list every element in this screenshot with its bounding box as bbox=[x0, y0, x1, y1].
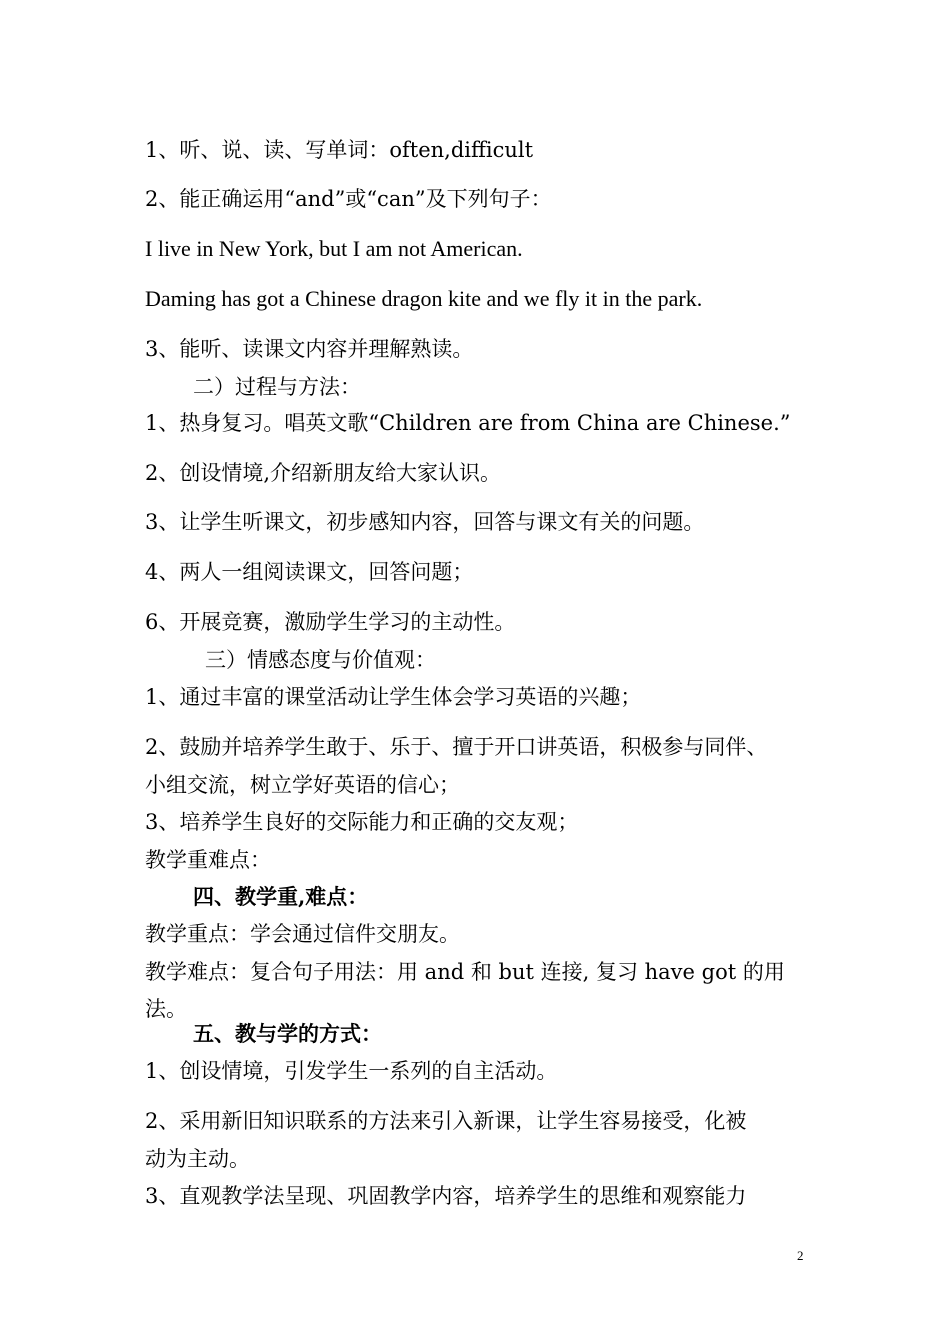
text-line: 法。 bbox=[145, 997, 187, 1021]
text-line: 2、创设情境,介绍新朋友给大家认识。 bbox=[145, 461, 502, 485]
text-line: 1、通过丰富的课堂活动让学生体会学习英语的兴趣； bbox=[145, 685, 642, 709]
text-line: 1、听、说、读、写单词：often,difficult bbox=[145, 138, 534, 162]
section-heading: 五、教与学的方式： bbox=[193, 1021, 382, 1046]
text-line: I live in New York, but I am not American. bbox=[145, 236, 523, 261]
section-heading: 三）情感态度与价值观： bbox=[205, 648, 436, 672]
text-line: 1、热身复习。唱英文歌“Children are from China are Chinese.” bbox=[145, 411, 791, 435]
text-line: 3、培养学生良好的交际能力和正确的交友观； bbox=[145, 810, 579, 834]
text-line: 2、采用新旧知识联系的方法来引入新课，让学生容易接受，化被 bbox=[145, 1109, 747, 1133]
section-heading: 四、教学重,难点： bbox=[193, 884, 369, 909]
text-line: 3、直观教学法呈现、巩固教学内容，培养学生的思维和观察能力 bbox=[145, 1184, 747, 1208]
text-line: Daming has got a Chinese dragon kite and we fly it in the park. bbox=[145, 286, 703, 311]
text-line: 1、创设情境，引发学生一系列的自主活动。 bbox=[145, 1059, 558, 1083]
text-line: 3、让学生听课文，初步感知内容，回答与课文有关的问题。 bbox=[145, 510, 705, 534]
text-line: 4、两人一组阅读课文，回答问题； bbox=[145, 560, 474, 584]
text-line: 3、能听、读课文内容并理解熟读。 bbox=[145, 337, 474, 361]
text-line: 2、能正确运用“and”或“can”及下列句子： bbox=[145, 187, 552, 211]
text-line: 教学重点：学会通过信件交朋友。 bbox=[145, 922, 460, 946]
text-line: 动为主动。 bbox=[145, 1147, 250, 1171]
text-line: 6、开展竞赛，激励学生学习的主动性。 bbox=[145, 610, 516, 634]
page-number: 2 bbox=[797, 1248, 804, 1263]
text-line: 2、鼓励并培养学生敢于、乐于、擅于开口讲英语，积极参与同伴、 bbox=[145, 735, 768, 759]
text-line: 教学重难点： bbox=[145, 848, 271, 872]
text-line: 教学难点：复合句子用法：用 and 和 but 连接, 复习 have got 的用 bbox=[145, 960, 785, 984]
text-line: 小组交流，树立学好英语的信心； bbox=[145, 773, 460, 797]
section-heading: 二）过程与方法： bbox=[193, 375, 361, 399]
